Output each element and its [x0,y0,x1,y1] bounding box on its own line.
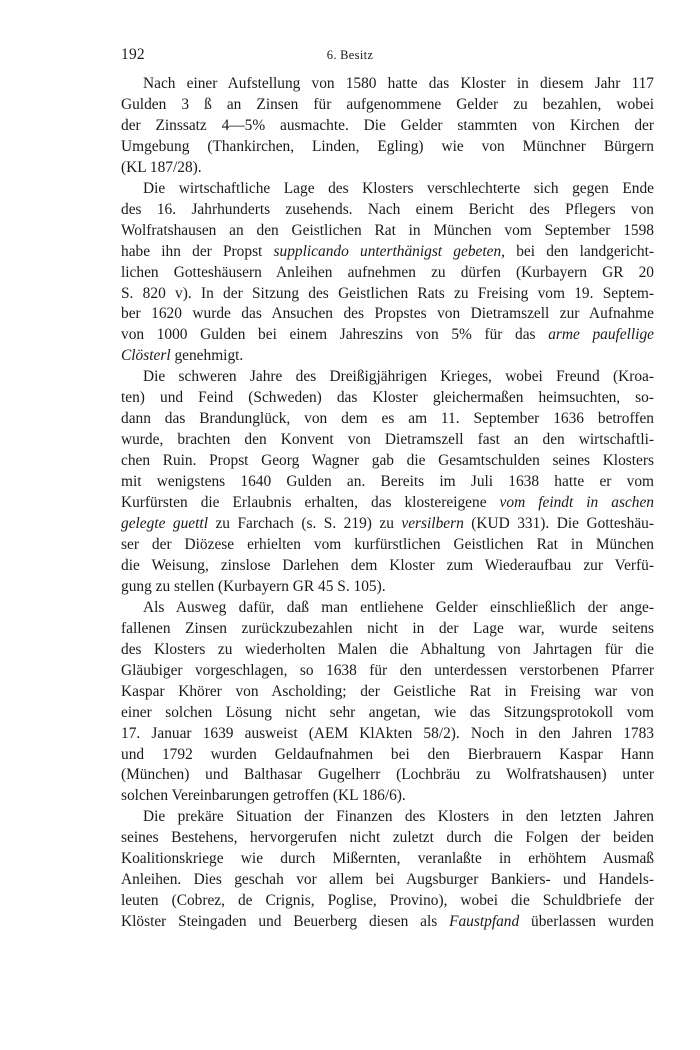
text-line [121,912,654,933]
text-line [121,409,654,430]
italic-text: Faustpfand [449,913,520,931]
text-line [121,849,654,870]
text-line [121,200,654,221]
text-line [121,451,654,472]
text-line [121,367,654,388]
text-line [121,807,654,828]
line-text: die Weisung, zinslose Darlehen dem Kloster zum Wiederaufbau zur Verfü- [121,556,654,574]
text-line [121,556,654,577]
line-text: des Klosters zu wiederholten Malen die Abhaltung von Jahrtagen für die [121,640,654,658]
running-head: 6. Besitz [326,48,374,62]
text-line [121,619,654,640]
line-text: Als Ausweg dafür, daß man entliehene Gelder einschließlich der ange- [143,598,654,616]
line-text: Die wirtschaftliche Lage des Klosters verschlechterte sich gegen Ende [143,179,654,197]
text-line [121,514,654,535]
line-text: 17. Januar 1639 ausweist (AEM KlAkten 58/2). Noch in den Jahren 1783 [121,724,654,742]
line-text: seines Bestehens, hervorgerufen nicht zuletzt durch die Folgen der beiden [121,829,654,847]
text-line [121,786,654,807]
text-line [121,242,654,263]
line-text: Koalitionskriege wie durch Mißernten, veranlaßte in erhöhtem Ausmaß [121,850,654,868]
text-line [121,137,654,158]
line-text: Gläubiger vorgeschlagen, so 1638 für den unterdessen verstorbenen Pfarrer [121,661,654,679]
line-text: lichen Gotteshäusern Anleihen aufnehmen zu dürfen (Kurbayern GR 20 [121,263,654,281]
text-line [121,891,654,912]
text-line [121,472,654,493]
text-line [121,388,654,409]
text-line [121,95,654,116]
line-text: habe ihn der Propst [121,242,274,260]
line-text: des 16. Jahrhunderts zusehends. Nach einem Bericht des Pflegers von [121,200,654,218]
text-line [121,304,654,325]
line-text: Die prekäre Situation der Finanzen des Klosters in den letzten Jahren [143,808,654,826]
italic-text: arme paufellige [548,326,654,344]
text-line [121,284,654,305]
line-text: und 1792 wurden Geldaufnahmen bei den Bierbrauern Kaspar Hann [121,745,654,763]
text-line [121,346,654,367]
text-line [121,158,654,179]
text-line [121,221,654,242]
line-text: (KUD 331). Die Gotteshäu- [463,515,654,533]
text-line [121,640,654,661]
text-line [121,724,654,745]
text-line [121,598,654,619]
line-text: der Zinssatz 4—5% ausmachte. Die Gelder stammten von Kirchen der [121,116,654,134]
line-text: dann das Brandunglück, von dem es am 11. September 1636 betroffen [121,410,654,428]
line-text: mit wenigstens 1640 Gulden an. Bereits im Juli 1638 hatte er vom [121,473,654,491]
line-text: Nach einer Aufstellung von 1580 hatte das Kloster in diesem Jahr 117 [143,75,654,92]
text-line [121,703,654,724]
line-text: Umgebung (Thankirchen, Linden, Egling) wie von Münchner Bürgern [121,137,654,155]
line-text: Anleihen. Dies geschah vor allem bei Augsburger Bankiers- und Handels- [121,871,654,889]
text-line [121,682,654,703]
italic-text: Clösterl [121,347,171,365]
line-text: überlassen wurden [519,913,654,931]
text-line [121,116,654,137]
page-number: 192 [121,46,145,63]
line-text: gung zu stellen (Kurbayern GR 45 S. 105). [121,577,386,595]
text-line [121,430,654,451]
line-text: fallenen Zinsen zurückzubezahlen nicht in der Lage war, wurde seitens [121,619,654,637]
line-text: Wolfratshausen an den Geistlichen Rat in München vom September 1598 [121,221,654,239]
line-text: einer solchen Lösung nicht sehr angetan, wie das Sitzungsprotokoll vom [121,703,654,721]
text-line [121,577,654,598]
text-line [121,535,654,556]
line-text: bei den landgericht- [505,242,654,260]
line-text: zu Farchach (s. S. 219) zu [207,515,402,533]
line-text: von 1000 Gulden bei einem Jahreszins von 5% für das [121,326,549,344]
italic-text: vom feindt in aschen [499,494,654,512]
line-text: ber 1620 wurde das Ansuchen des Propstes von Dietramszell zur Aufnahme [121,305,654,323]
line-text: Gulden 3 ß an Zinsen für aufgenommene Gelder zu bezahlen, wobei [121,95,654,113]
italic-text: supplicando unterthänigst gebeten, [273,242,505,260]
text-line [121,74,654,95]
line-text: genehmigt. [170,347,244,365]
line-text: solchen Vereinbarungen getroffen (KL 186/6). [121,787,406,805]
body-text [121,74,654,933]
line-text: Kaspar Khörer von Ascholding; der Geistliche Rat in Freising war von [121,682,654,700]
italic-text: versilbern [401,515,464,533]
text-line [121,870,654,891]
text-line [121,263,654,284]
line-text: ten) und Feind (Schweden) das Kloster gleichermaßen heimsuchten, so- [121,389,654,407]
line-text: Kurfürsten die Erlaubnis erhalten, das klostereigene [121,494,500,512]
line-text: (KL 187/28). [121,158,202,176]
line-text: wurde, brachten den Konvent von Dietramszell fast an den wirtschaftli- [121,431,654,449]
text-line [121,661,654,682]
text-line [121,179,654,200]
text-line [121,493,654,514]
text-line [121,765,654,786]
text-line [121,828,654,849]
line-text: (München) und Balthasar Gugelherr (Lochbräu zu Wolfratshausen) unter [121,766,654,784]
text-line [121,745,654,766]
line-text: Klöster Steingaden und Beuerberg diesen als [121,913,450,931]
line-text: Die schweren Jahre des Dreißigjährigen Krieges, wobei Freund (Kroa- [143,368,654,386]
line-text: ser der Diözese erhielten vom kurfürstlichen Geistlichen Rat in München [121,535,654,553]
text-line [121,325,654,346]
italic-text: gelegte guettl [121,515,208,533]
line-text: leuten (Cobrez, de Crignis, Poglise, Provino), wobei die Schuldbriefe der [121,892,654,910]
line-text: S. 820 v). In der Sitzung des Geistlichen Rats zu Freising vom 19. Septem- [121,284,654,302]
line-text: chen Ruin. Propst Georg Wagner gab die Gesamtschulden seines Klosters [121,452,654,470]
